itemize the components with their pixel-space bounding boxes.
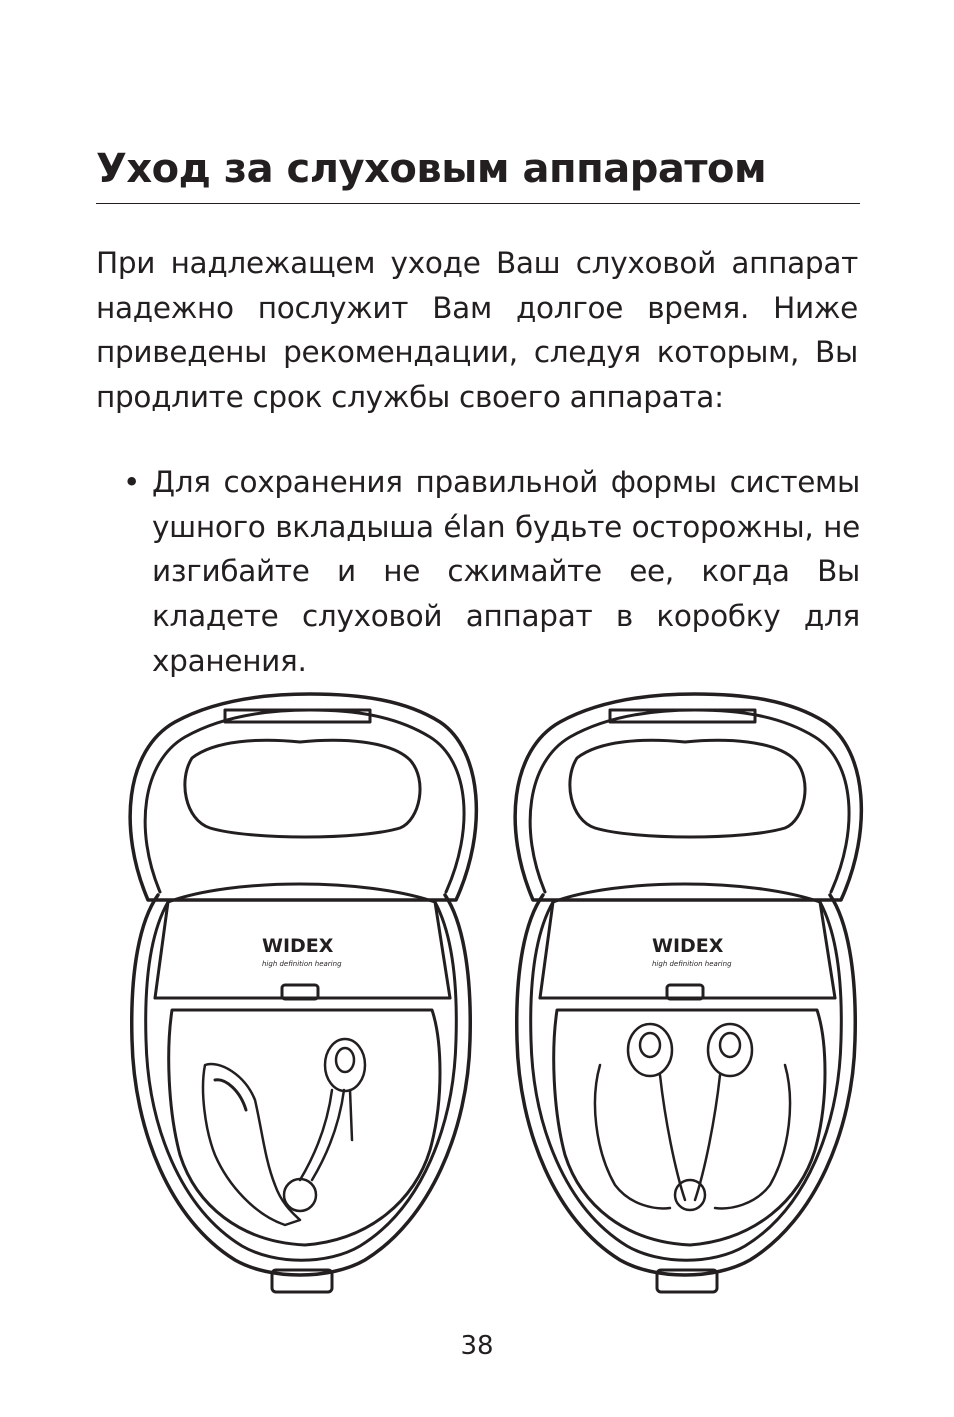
title-divider: [96, 203, 860, 204]
intro-paragraph: При надлежащем уходе Ваш слуховой аппарат надежно послужит Вам долгое время. Ниже приведены рекомендации, следуя которым, Вы продлите срок службы своего аппарата:: [96, 246, 858, 415]
storage-case-left: [130, 694, 476, 1292]
bullet-marker: •: [123, 465, 141, 499]
list-item: [120, 460, 860, 684]
storage-case-right: [515, 694, 861, 1292]
page-title: Уход за слуховым аппаратом: [96, 146, 767, 192]
storage-case-illustration: [0, 680, 954, 1320]
page-number: 38: [460, 1331, 494, 1361]
bullet-list: [120, 460, 860, 684]
bullet-text: Для сохранения правильной формы системы ушного вкладыша élan будьте осторожны, не изгибайте и не сжимайте ее, когда Вы кладете слуховой аппарат в коробку для хранения.: [152, 465, 860, 678]
brand-logo-left: WIDEX: [262, 935, 334, 957]
brand-logo-right: WIDEX: [652, 935, 724, 957]
brand-tagline-left: high definition hearing: [262, 960, 342, 968]
brand-tagline-right: high definition hearing: [652, 960, 732, 968]
